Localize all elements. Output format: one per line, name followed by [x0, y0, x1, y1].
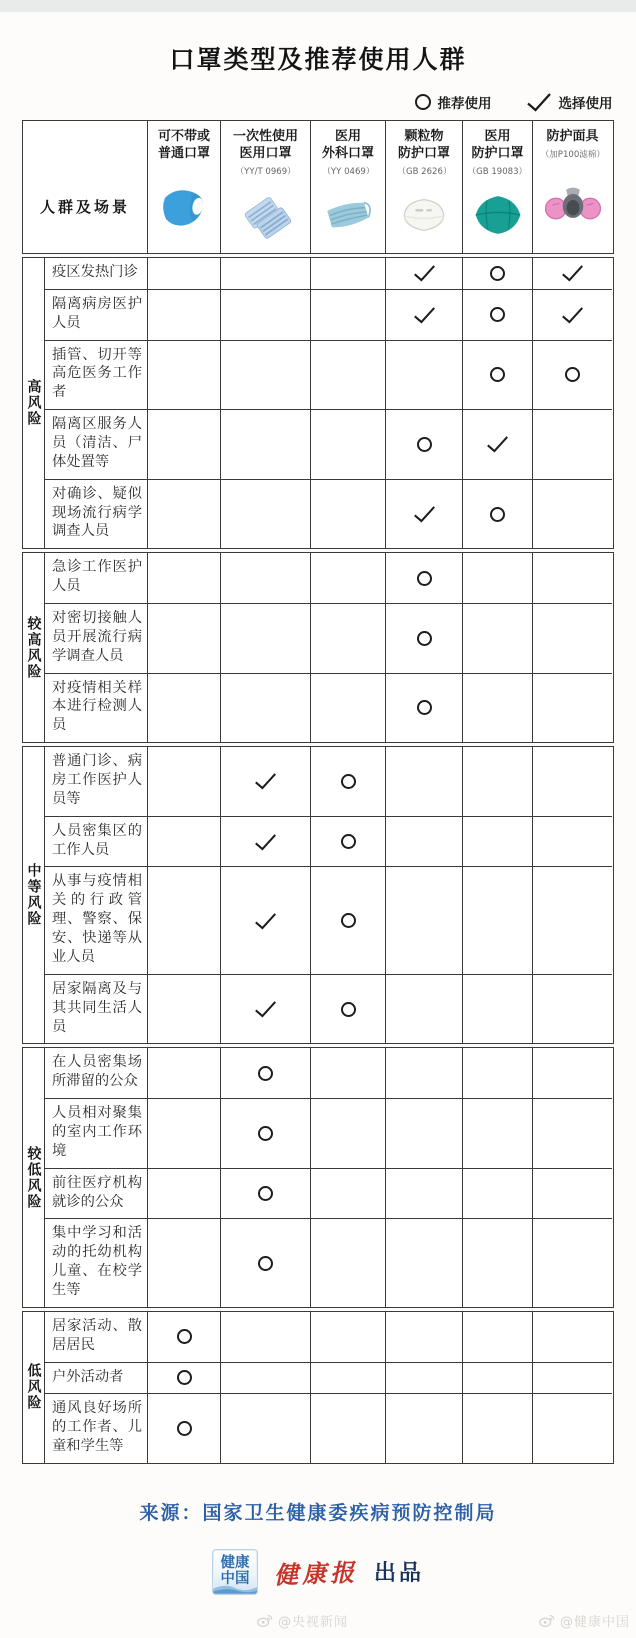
top-strip — [0, 0, 636, 12]
produced-by-label: 出品 — [373, 1561, 424, 1587]
infographic-page — [0, 40, 636, 1638]
empty-cell — [221, 604, 311, 674]
mask-column-header — [221, 121, 311, 253]
mask-name-line: 防护口罩 — [397, 145, 450, 161]
mask-name-line: 医用 — [484, 129, 511, 144]
empty-cell — [533, 553, 612, 604]
circle-mark-icon — [177, 1421, 192, 1436]
legend-recommended — [415, 92, 492, 112]
empty-cell — [148, 975, 221, 1044]
scenario-cell: 居家隔离及与其共同生活人员 — [45, 975, 148, 1044]
watermark-right-text: @健康中国 — [559, 1614, 630, 1630]
watermark-left-text: @央视新闻 — [278, 1614, 349, 1630]
circle-mark-icon — [490, 507, 505, 522]
risk-level-cell — [23, 747, 45, 1043]
scenario-cell: 通风良好场所的工作者、儿童和学生等 — [45, 1394, 148, 1463]
circle-mark-icon — [417, 631, 432, 646]
empty-cell — [311, 1394, 386, 1463]
empty-cell — [148, 1099, 221, 1169]
risk-level-cell — [23, 1048, 45, 1306]
empty-cell — [311, 410, 386, 480]
check-mark-icon — [561, 264, 584, 282]
scenario-cell: 急诊工作医护人员 — [45, 553, 148, 604]
watermark-weibo-cctv-news — [256, 1611, 348, 1630]
mask-name-line: 颗粒物 — [404, 129, 444, 144]
empty-cell — [386, 1099, 463, 1169]
empty-cell — [386, 1219, 463, 1306]
empty-cell — [533, 1394, 612, 1463]
empty-cell — [463, 817, 533, 868]
mask-column-header — [386, 121, 463, 253]
watermark-weibo-health-china — [538, 1611, 630, 1630]
circle-mark-icon — [565, 367, 580, 382]
empty-cell — [386, 1312, 463, 1363]
empty-cell — [311, 341, 386, 411]
empty-cell — [386, 1363, 463, 1395]
empty-cell — [386, 1048, 463, 1099]
empty-cell — [311, 290, 386, 341]
check-mark-cell — [386, 480, 463, 549]
empty-cell — [311, 1169, 386, 1220]
circle-mark-cell — [463, 341, 533, 411]
empty-cell — [311, 480, 386, 549]
risk-group — [22, 746, 614, 1044]
empty-cell — [386, 747, 463, 817]
table-body-groups — [22, 257, 614, 1464]
risk-level-label: 较高风险 — [25, 615, 42, 680]
empty-cell — [311, 604, 386, 674]
disposable-medical-mask-icon — [221, 177, 310, 253]
empty-cell — [463, 1169, 533, 1220]
empty-cell — [533, 1099, 612, 1169]
risk-level-cell — [23, 553, 45, 742]
empty-cell — [533, 1219, 612, 1306]
health-news-logo-text: 健康报 — [273, 1558, 359, 1590]
empty-cell — [148, 674, 221, 743]
circle-mark-cell — [386, 604, 463, 674]
circle-mark-cell — [386, 553, 463, 604]
check-mark-icon — [254, 772, 277, 790]
scenario-cell: 普通门诊、病房工作医护人员等 — [45, 747, 148, 817]
mask-name-line: 医用口罩 — [239, 145, 292, 161]
empty-cell — [311, 553, 386, 604]
circle-mark-cell — [148, 1394, 221, 1463]
empty-cell — [463, 1363, 533, 1395]
circle-mark-cell — [311, 975, 386, 1044]
weibo-icon — [256, 1613, 274, 1628]
scenario-cell: 前往医疗机构就诊的公众 — [45, 1169, 148, 1220]
circle-mark-icon — [341, 1002, 356, 1017]
empty-cell — [463, 674, 533, 743]
circle-mark-icon — [417, 571, 432, 586]
risk-group — [22, 1047, 614, 1307]
empty-cell — [533, 867, 612, 974]
empty-cell — [311, 1363, 386, 1395]
mask-name-line: 医用 — [334, 129, 361, 144]
protective-facepiece-icon — [533, 160, 612, 253]
scenario-cell: 隔离区服务人员（清洁、尸体处置等 — [45, 410, 148, 480]
weibo-icon — [538, 1613, 556, 1628]
empty-cell — [311, 1048, 386, 1099]
check-mark-cell — [386, 258, 463, 290]
empty-cell — [221, 1394, 311, 1463]
scenario-cell: 从事与疫情相关的行政管理、警察、保安、快递等从业人员 — [45, 867, 148, 974]
scenario-cell: 户外活动者 — [45, 1363, 148, 1395]
empty-cell — [311, 1312, 386, 1363]
circle-mark-icon — [417, 437, 432, 452]
circle-mark-cell — [221, 1169, 311, 1220]
mask-column-header — [533, 121, 612, 253]
circle-mark-cell — [386, 410, 463, 480]
empty-cell — [463, 1048, 533, 1099]
mask-standard-label: （GB 2626） — [396, 166, 452, 177]
empty-cell — [463, 747, 533, 817]
check-mark-icon — [413, 264, 436, 282]
circle-mark-cell — [386, 674, 463, 743]
empty-cell — [463, 1099, 533, 1169]
empty-cell — [221, 674, 311, 743]
mask-standard-label: （YY 0469） — [321, 166, 375, 177]
circle-mark-cell — [221, 1219, 311, 1306]
empty-cell — [533, 604, 612, 674]
risk-level-label: 高风险 — [25, 379, 42, 428]
empty-cell — [148, 604, 221, 674]
scenario-cell: 对密切接触人员开展流行病学调查人员 — [45, 604, 148, 674]
risk-level-cell — [23, 258, 45, 548]
empty-cell — [533, 674, 612, 743]
scenario-cell: 人员相对聚集的室内工作环境 — [45, 1099, 148, 1169]
empty-cell — [533, 1169, 612, 1220]
empty-cell — [221, 1363, 311, 1395]
risk-group — [22, 1311, 614, 1464]
circle-mark-cell — [221, 1048, 311, 1099]
empty-cell — [221, 1312, 311, 1363]
circle-mark-icon — [490, 367, 505, 382]
check-mark-icon — [561, 306, 584, 324]
empty-cell — [148, 553, 221, 604]
empty-cell — [148, 258, 221, 290]
mask-column-header — [148, 121, 221, 253]
empty-cell — [463, 1394, 533, 1463]
empty-cell — [533, 975, 612, 1044]
circle-mark-icon — [341, 913, 356, 928]
publisher-logos — [0, 1549, 636, 1595]
empty-cell — [311, 1099, 386, 1169]
circle-mark-icon — [177, 1370, 192, 1385]
scenario-cell: 插管、切开等高危医务工作者 — [45, 341, 148, 411]
empty-cell — [221, 553, 311, 604]
empty-cell — [221, 258, 311, 290]
check-mark-icon — [254, 1000, 277, 1018]
risk-group — [22, 257, 614, 549]
page-title: 口罩类型及推荐使用人群 — [169, 45, 467, 74]
mask-column-header — [463, 121, 533, 253]
watermarks — [0, 1611, 636, 1630]
empty-cell — [533, 410, 612, 480]
circle-mark-icon — [258, 1126, 273, 1141]
risk-level-label: 低风险 — [25, 1363, 42, 1412]
check-mark-icon — [526, 92, 552, 112]
legend-recommended-label: 推荐使用 — [437, 96, 492, 112]
check-mark-cell — [221, 817, 311, 868]
legend-optional — [526, 92, 613, 112]
empty-cell — [386, 867, 463, 974]
empty-cell — [463, 867, 533, 974]
circle-mark-cell — [148, 1363, 221, 1395]
risk-group — [22, 552, 614, 743]
risk-level-label: 中等风险 — [25, 863, 42, 928]
empty-cell — [311, 258, 386, 290]
table-header-row — [22, 120, 614, 254]
mask-standard-label: （GB 19083） — [467, 166, 528, 177]
empty-cell — [148, 410, 221, 480]
surgical-mask-icon — [311, 177, 385, 253]
empty-cell — [533, 1363, 612, 1395]
circle-mark-cell — [311, 817, 386, 868]
scenario-cell: 居家活动、散居居民 — [45, 1312, 148, 1363]
check-mark-cell — [533, 258, 612, 290]
empty-cell — [463, 975, 533, 1044]
empty-cell — [463, 553, 533, 604]
circle-mark-cell — [463, 258, 533, 290]
empty-cell — [221, 410, 311, 480]
circle-mark-cell — [533, 341, 612, 411]
cloth-mask-icon — [148, 163, 220, 253]
empty-cell — [386, 975, 463, 1044]
check-mark-cell — [533, 290, 612, 341]
mask-name-line: 外科口罩 — [321, 145, 374, 161]
corner-header-label: 人群及场景 — [39, 198, 130, 216]
empty-cell — [533, 747, 612, 817]
empty-cell — [148, 480, 221, 549]
circle-mark-icon — [341, 774, 356, 789]
scenario-cell: 人员密集区的工作人员 — [45, 817, 148, 868]
circle-mark-cell — [311, 867, 386, 974]
corner-header-cell — [23, 121, 148, 253]
circle-mark-icon — [258, 1186, 273, 1201]
check-mark-cell — [463, 410, 533, 480]
scenario-cell: 疫区发热门诊 — [45, 258, 148, 290]
circle-mark-cell — [463, 290, 533, 341]
empty-cell — [533, 817, 612, 868]
empty-cell — [148, 1048, 221, 1099]
footer — [0, 1498, 636, 1630]
empty-cell — [221, 480, 311, 549]
circle-mark-icon — [258, 1256, 273, 1271]
empty-cell — [148, 1169, 221, 1220]
circle-mark-icon — [417, 700, 432, 715]
risk-level-cell — [23, 1312, 45, 1463]
risk-level-label: 较低风险 — [25, 1145, 42, 1210]
empty-cell — [148, 747, 221, 817]
scenario-cell: 在人员密集场所滞留的公众 — [45, 1048, 148, 1099]
scenario-cell: 对确诊、疑似现场流行病学调查人员 — [45, 480, 148, 549]
empty-cell — [463, 1312, 533, 1363]
legend — [24, 92, 613, 112]
check-mark-cell — [221, 867, 311, 974]
source-text: 来源：国家卫生健康委疾病预防控制局 — [139, 1501, 497, 1524]
empty-cell — [386, 1394, 463, 1463]
scenario-cell: 集中学习和活动的托幼机构儿童、在校学生等 — [45, 1219, 148, 1306]
health-china-logo — [212, 1549, 258, 1595]
circle-mark-cell — [221, 1099, 311, 1169]
check-mark-cell — [221, 975, 311, 1044]
check-mark-cell — [386, 290, 463, 341]
circle-mark-icon — [415, 94, 431, 110]
empty-cell — [533, 1312, 612, 1363]
empty-cell — [533, 1048, 612, 1099]
empty-cell — [221, 341, 311, 411]
empty-cell — [386, 817, 463, 868]
empty-cell — [311, 674, 386, 743]
empty-cell — [463, 1219, 533, 1306]
empty-cell — [148, 867, 221, 974]
mask-standard-label: （YY/T 0969） — [235, 166, 296, 177]
mask-name-line: 可不带或 — [157, 129, 210, 144]
circle-mark-icon — [177, 1329, 192, 1344]
circle-mark-cell — [311, 747, 386, 817]
empty-cell — [533, 480, 612, 549]
circle-mark-icon — [258, 1066, 273, 1081]
empty-cell — [148, 1219, 221, 1306]
circle-mark-icon — [341, 834, 356, 849]
check-mark-icon — [486, 435, 509, 453]
mask-name-line: 防护面具 — [546, 129, 599, 144]
medical-protective-mask-icon — [463, 177, 532, 253]
check-mark-icon — [413, 306, 436, 324]
scenario-cell: 隔离病房医护人员 — [45, 290, 148, 341]
check-mark-icon — [254, 833, 277, 851]
mask-name-line: 防护口罩 — [471, 145, 524, 161]
scenario-cell: 对疫情相关样本进行检测人员 — [45, 674, 148, 743]
mask-name-line: 一次性使用 — [232, 129, 298, 144]
health-china-logo-text: 健康中国 — [220, 1555, 250, 1587]
circle-mark-cell — [148, 1312, 221, 1363]
check-mark-icon — [254, 912, 277, 930]
mask-column-header — [311, 121, 386, 253]
masks-table — [22, 120, 614, 1464]
empty-cell — [148, 817, 221, 868]
empty-cell — [148, 290, 221, 341]
empty-cell — [311, 1219, 386, 1306]
circle-mark-icon — [490, 266, 505, 281]
mask-name-line: 普通口罩 — [157, 145, 210, 161]
check-mark-icon — [413, 505, 436, 523]
empty-cell — [221, 290, 311, 341]
circle-mark-cell — [463, 480, 533, 549]
empty-cell — [386, 1169, 463, 1220]
particulate-respirator-icon — [386, 177, 462, 253]
legend-optional-label: 选择使用 — [558, 96, 613, 112]
empty-cell — [386, 341, 463, 411]
empty-cell — [148, 341, 221, 411]
check-mark-cell — [221, 747, 311, 817]
mask-standard-label: （加P100滤棉） — [540, 150, 605, 160]
empty-cell — [463, 604, 533, 674]
circle-mark-icon — [490, 307, 505, 322]
